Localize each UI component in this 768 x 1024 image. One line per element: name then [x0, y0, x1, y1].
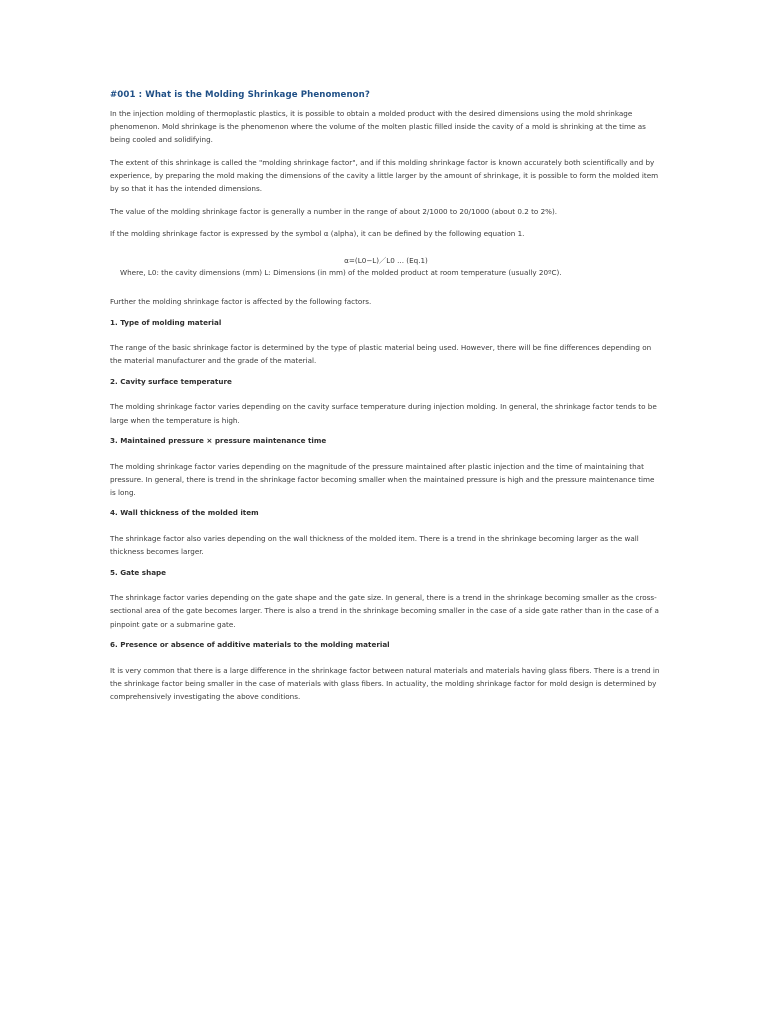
- factor-text-5: The shrinkage factor varies depending on the gate shape and the gate size. In general, there is a trend in the shrinkage becoming smaller as the cross-sectional area of the gate becomes larger. There is also a trend in the shrinkage becoming smaller in the case of a side gate rather than in the case of a pinpoint gate or a submarine gate.: [110, 593, 659, 629]
- factor-text-4: The shrinkage factor also varies depending on the wall thickness of the molded item. There is a trend in the shrinkage becoming larger as the wall thickness becomes larger.: [110, 533, 639, 557]
- intro-paragraph-4: If the molding shrinkage factor is expressed by the symbol α (alpha), it can be defined by the following equation 1.: [110, 228, 525, 238]
- factor-heading-2: 2. Cavity surface temperature: [110, 376, 232, 386]
- factors-intro: Further the molding shrinkage factor is affected by the following factors.: [110, 297, 372, 307]
- factor-heading-1: 1. Type of molding material: [110, 317, 222, 327]
- intro-paragraph-3: The value of the molding shrinkage factor is generally a number in the range of about 2/1000 to 20/1000 (about 0.2 to 2%).: [110, 206, 558, 216]
- factor-heading-4: 4. Wall thickness of the molded item: [110, 508, 259, 518]
- factor-text-6: It is very common that there is a large difference in the shrinkage factor between natural materials and materials having glass fibers. There is a trend in the shrinkage factor being smaller in the case of materials with glass fibers. In actuality, the molding shrinkage factor for mold design is determined by comprehensively investigating the above conditions.: [110, 665, 660, 701]
- factor-text-3: The molding shrinkage factor varies depending on the magnitude of the pressure maintained after plastic injection and the time of maintaining that pressure. In general, there is trend in the shrinkage factor becoming smaller when the maintained pressure is high and the pressure maintenance time is long.: [110, 461, 655, 497]
- equation-formula: α=(L0−L)／L0 ... (Eq.1): [344, 256, 428, 266]
- equation-definitions: Where, L0: the cavity dimensions (mm) L: Dimensions (in mm) of the molded product at room temperature (usually 20ºC).: [120, 268, 562, 278]
- factor-text-2: The molding shrinkage factor varies depending on the cavity surface temperature during injection molding. In general, the shrinkage factor tends to be large when the temperature is high.: [110, 402, 657, 425]
- document-title: #001 : What is the Molding Shrinkage Phenomenon?: [110, 90, 370, 100]
- factor-heading-6: 6. Presence or absence of additive materials to the molding material: [110, 639, 390, 649]
- intro-paragraph-1: In the injection molding of thermoplastic plastics, it is possible to obtain a molded product with the desired dimensions using the mold shrinkage phenomenon. Mold shrinkage is the phenomenon where the volume of the molten plastic filled inside the cavity of a mold is shrinking at the time as being cooled and solidifying.: [110, 109, 646, 145]
- intro-paragraph-2: The extent of this shrinkage is called the "molding shrinkage factor", and if this molding shrinkage factor is known accurately both scientifically and by experience, by preparing the mold making the dimensions of the cavity a little larger by the amount of shrinkage, it is possible to form the molded item by so that it has the intended dimensions.: [110, 157, 659, 194]
- factor-text-1: The range of the basic shrinkage factor is determined by the type of plastic material being used. However, there will be fine differences depending on the material manufacturer and the grade of the material.: [110, 343, 652, 366]
- factor-heading-5: 5. Gate shape: [110, 567, 167, 577]
- document-body: [110, 90, 662, 712]
- factor-heading-3: 3. Maintained pressure × pressure maintenance time: [110, 435, 327, 445]
